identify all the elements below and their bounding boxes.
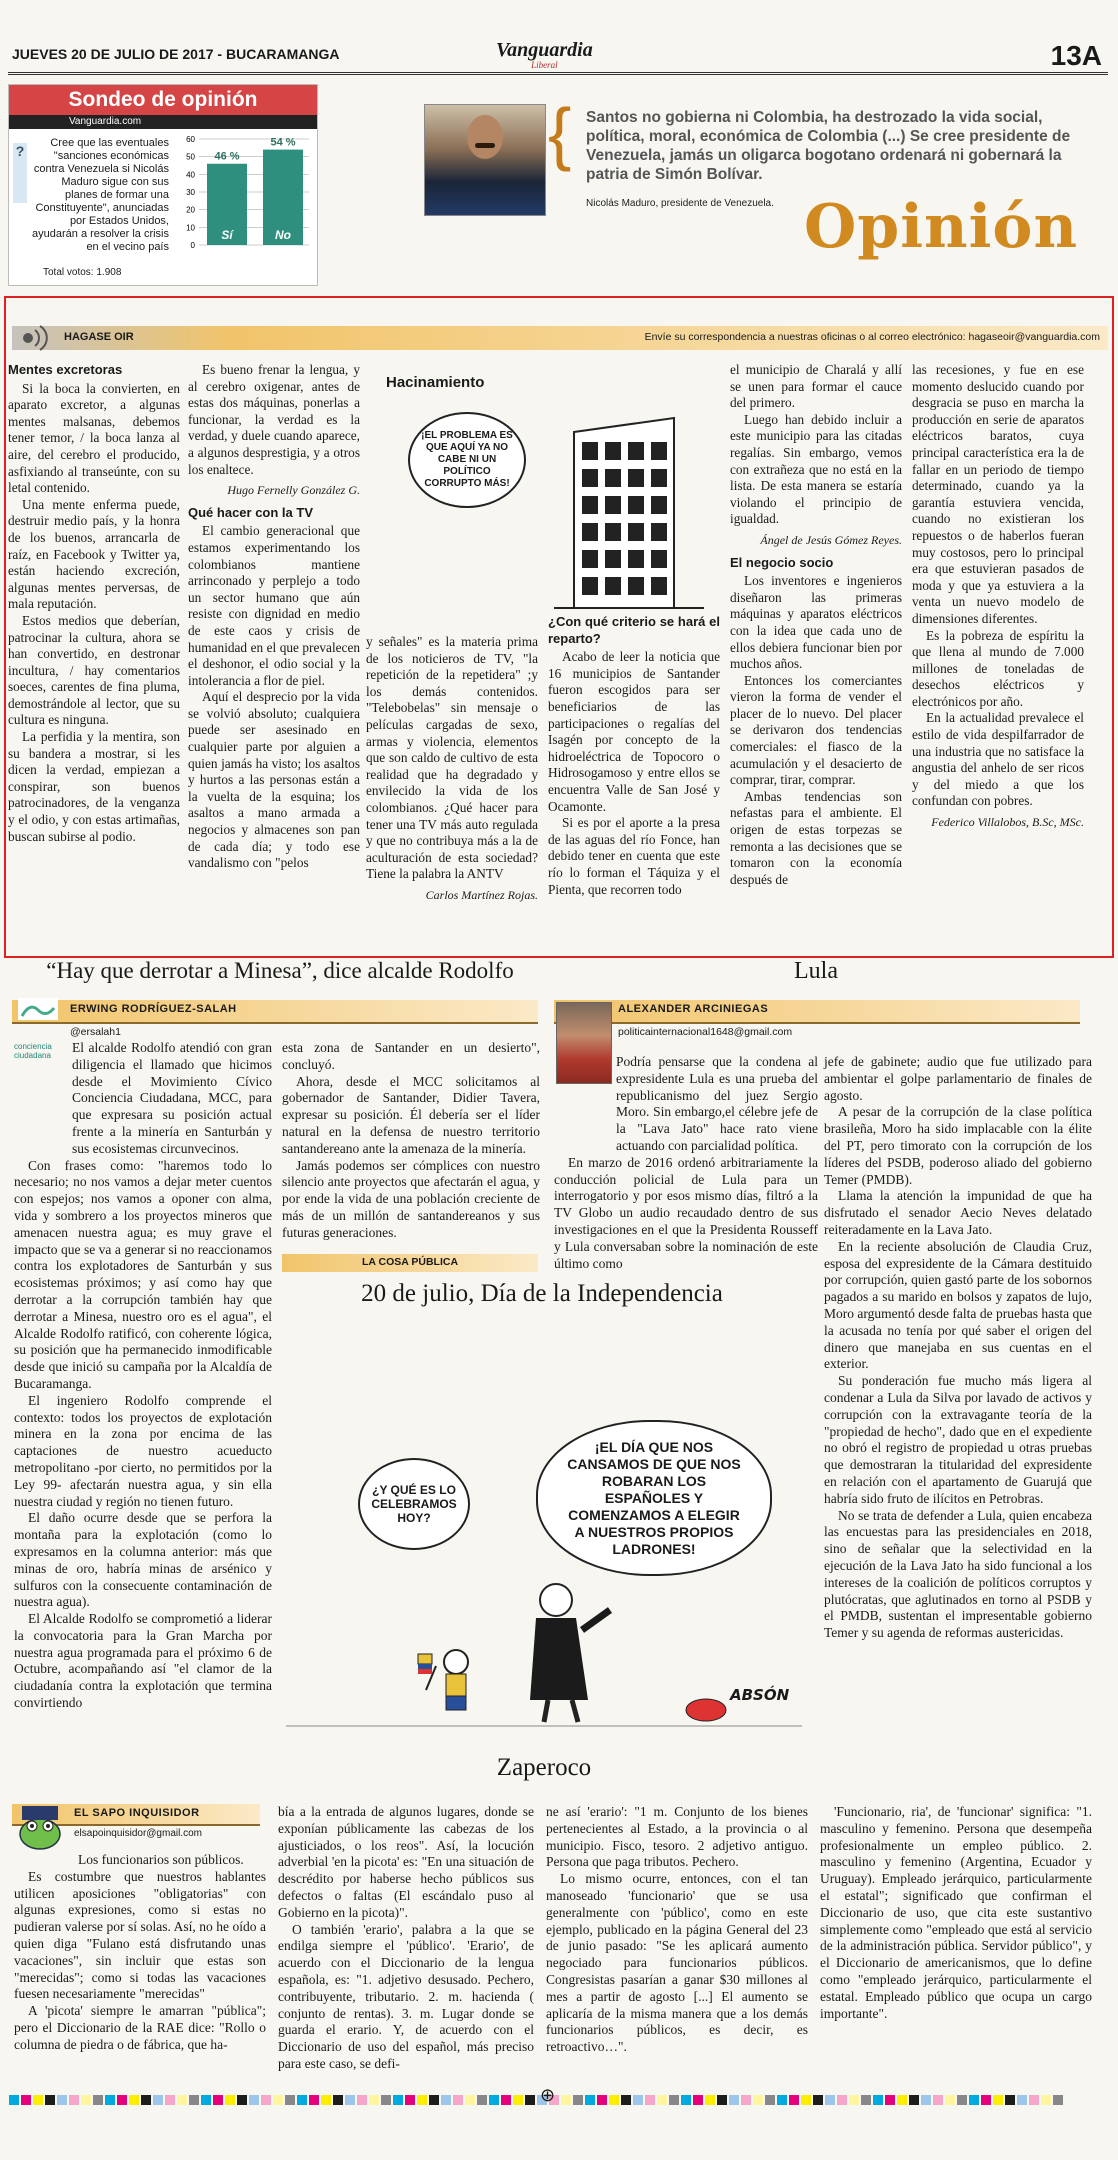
letter-heading: Mentes excretoras <box>8 362 123 377</box>
color-swatch <box>477 2095 487 2105</box>
building-window <box>628 577 644 595</box>
color-swatch <box>453 2095 463 2105</box>
color-swatch <box>297 2095 307 2105</box>
color-swatch <box>1017 2095 1027 2105</box>
color-swatch <box>873 2095 883 2105</box>
color-swatch <box>441 2095 451 2105</box>
minesa-col-1: El alcalde Rodolfo atendió con gran diligencia el llamado que hicimos desde el Movimiento Cívico Conciencia Ciudadana, MCC, para que expresara su posición actual frente a la minería en Santurbán y sus ecosistemas circunvecinos. Con frases como: "haremos todo lo necesario; no nos vamos a dejar meter cuentos con espejos; nos vamos a oponer con alma, vida y sombrero a los proyectos mineros que amenacen nuestra agua; es muy grave el impacto que se va a generar si no reaccionamos contra los explotadores de Santurbán y sus ecosistemas próximos; y así como hay que derrotar a la corrupción también hay que derrotar a Minesa, nuestro oro es el agua", el Alcalde Rodolfo ratificó, con coherente lógica, su posición que ha permanecido inmodificable desde que inició su campaña por la Alcaldía de Bucaramanga. El ingeniero Rodolfo comprende el contexto: todos los proyectos de explotación minera en la zona por encima de las captaciones de nuestro acueducto metropolitano -por cierto, no permitidos por la Ley 99- afectarán nuestra agua, y sin ella nuestra ciudad y región no tienen futuro. El daño ocurre desde que se perfora la montaña para la explotación (como lo expresamos en la columna anterior: más que minas de oro, habría minas de arsénico y sulfuros con la consecuente contaminación de nuestra agua). El Alcalde Rodolfo se comprometió a liderar la convocatoria para la Gran Marcha por nuestra agua programada para el próximo 6 de Octubre, acompañando así "el clamor de la ciudadanía contra la explotación que termina convirtiendo <box>14 1040 272 1711</box>
letter-col-3: y señales" es la materia prima de los noticieros de TV, "la repetición de la repetidera" ;y los demás contenidos. "Telebobelas" sin mensaje o películas cargadas de sexo, armas y violencia, elementos que son caldo de cultivo de esta realidad que ha degradado y envilecido la vida de los colombianos. ¿Qué hacer para tener una TV más auto regulada y que no contribuya más a la de aculturación de esta sociedad? Tiene la palabra la ANTV Carlos Martínez Rojas. <box>366 634 538 902</box>
color-swatch <box>9 2095 19 2105</box>
hagase-oir-label: HAGASE OIR <box>64 331 134 343</box>
poll-y-tick: 10 <box>186 223 195 233</box>
opinion-poll <box>8 84 318 286</box>
color-swatch <box>1029 2095 1039 2105</box>
color-swatch <box>885 2095 895 2105</box>
color-swatch <box>789 2095 799 2105</box>
letter-col-2: Es bueno frenar la lengua, y al cerebro oxigenar, antes de estas dos máquinas, ponerlas a funcionar, la verdad es la verdad, y duele cuando aparece, a algunos desprestigia, y a otros los enaltece. Hugo Fernelly González G. Qué hacer con la TV El cambio generacional que estamos experimentando los colombianos mantiene arrinconado y perplejo a todo un sector humano que aún resiste con dignidad en medio de este caos y crisis de humanidad en el que prevalecen el deshonor, el odio social y la intolerancia a flor de piel. Aquí el desprecio por la vida se volvió absoluto; cualquiera puede ser asesinado en cualquier parte por alguien a quien jamás ha visto; los asaltos y hurtos a las personas están a la vuelta de la esquina; los asaltos a mano armada a negocios y almacenes son pan de cada día; y todo ese vandalismo con "pelos <box>188 362 360 871</box>
building-window <box>605 550 621 568</box>
color-swatch <box>345 2095 355 2105</box>
color-swatch <box>981 2095 991 2105</box>
cartoon-title: Hacinamiento <box>386 374 485 391</box>
author-photo-placeholder <box>18 998 58 1020</box>
color-swatch <box>861 2095 871 2105</box>
poll-question-icon: ? <box>13 143 27 203</box>
poll-question: Cree que las eventuales "sanciones económicas contra Venezuela si Nicolás Maduro sigue con sus planes de formar una Constituyente", anunciadas por Estados Unidos, ayudarán a resolver la crisis en el vecino país <box>32 137 169 253</box>
color-swatch <box>909 2095 919 2105</box>
face <box>467 115 503 159</box>
cartoon-bubble: ¡EL PROBLEMA ES QUE AQUÍ YA NO CABE NI UN POLÍTICO CORRUPTO MÁS! <box>408 412 526 508</box>
color-swatch <box>765 2095 775 2105</box>
print-color-bar <box>8 2092 1108 2102</box>
section-title: Opinión <box>804 192 1079 262</box>
color-swatch <box>369 2095 379 2105</box>
color-swatch <box>849 2095 859 2105</box>
color-swatch <box>729 2095 739 2105</box>
color-swatch <box>801 2095 811 2105</box>
color-swatch <box>969 2095 979 2105</box>
poll-category-label: Sí <box>221 228 233 242</box>
color-swatch <box>1005 2095 1015 2105</box>
minesa-author-bar <box>12 1000 538 1024</box>
registration-mark-icon: ⊕ <box>540 2085 556 2105</box>
color-swatch <box>657 2095 667 2105</box>
author-name: ERWING RODRÍGUEZ-SALAH <box>70 1003 237 1015</box>
color-swatch <box>45 2095 55 2105</box>
poll-y-tick: 20 <box>186 205 195 215</box>
color-swatch <box>273 2095 283 2105</box>
color-swatch <box>1041 2095 1051 2105</box>
color-swatch <box>693 2095 703 2105</box>
color-swatch <box>561 2095 571 2105</box>
letter-heading: Qué hacer con la TV <box>188 504 313 520</box>
color-swatch <box>645 2095 655 2105</box>
quote-brace: { <box>548 94 572 172</box>
color-swatch <box>573 2095 583 2105</box>
cartoonist-signature: ABSÓN <box>730 1686 790 1704</box>
poll-y-tick: 60 <box>186 135 195 144</box>
cartoon-hacinamiento <box>378 370 720 614</box>
poll-bar-label: 54 % <box>270 136 296 149</box>
lula-col-1: Podría pensarse que la condena al expresidente Lula es una prueba del republicanismo del juez Sergio Moro. Sin embargo,el célebre jefe de la "Lava Jato" hace rato viene actuando con parcialidad política. En marzo de 2016 ordenó arbitrariamente la conducción policial de Lula para un interrogatorio y por esos mismo días, filtró a la TV Globo un audio recaudado dentro de sus investigaciones en el que la Presidenta Rousseff y Lula conversaban sobre la nominación de este último como <box>554 1054 818 1271</box>
minesa-col-2: esta zona de Santander en un desierto", concluyó. Ahora, desde el MCC solicitamos al gobernador de Santander, Didier Tavera, expresar su posición. Él debería ser el líder natural en la defensa de nuestro territorio santandereano ante la amenaza de la minería. Jamás podemos ser cómplices con nuestro silencio ante proyectos que afectarán el agua, y por ende la vida de una población creciente de más de un millón de santandereanos y sus futuras generaciones. <box>282 1040 540 1240</box>
sapo-col-4: 'Funcionario, ria', de 'funcionar' significa: "1. masculino y femenino. Persona que desempeña profesionalmente un empleo público. 2. masculino y femenino (Argentina, Ecuador y Uruguay). Empleado jerárquico, particularmente el estatal"; significado que confirman el Diccionario de uso, que cita este sustantivo simplemente como "empleado que está al servicio de la administración pública. Servidor público", y el Diccionario de americanismos, que lo define como "empleado jerárquico, particularmente el estatal. Empleado público que ocupa un cargo importante". <box>820 1804 1092 2021</box>
cartoon-figures-drawing <box>286 1570 802 1728</box>
color-swatch <box>105 2095 115 2105</box>
color-swatch <box>489 2095 499 2105</box>
color-swatch <box>921 2095 931 2105</box>
color-swatch <box>621 2095 631 2105</box>
color-swatch <box>381 2095 391 2105</box>
color-swatch <box>309 2095 319 2105</box>
building-window <box>605 577 621 595</box>
color-swatch <box>933 2095 943 2105</box>
lula-col-2: jefe de gabinete; audio que fue utilizado para ambientar el golpe parlamentario de finales de agosto. A pesar de la corrupción de la clase política brasileña, Moro ha sido implacable con la élite del PT, pero timorato con la corrupción de los líderes del PSDB, poderoso aliado del gobierno Temer (PMDB). Llama la atención la impunidad de que ha disfrutado el senador Aecio Neves delatado reiteradamente en la Lava Jato. En la reciente absolución de Claudia Cruz, esposa del expresidente de la Cámara destituido por corrupción, quien gastó parte de los sobornos pagados a su marido en bolsos y zapatos de lujo, Moro argumentó desde falta de pruebas hasta que la acusada no tenía por qué saber el origen del dinero que manejaba en sus cuentas en el exterior. Su ponderación fue mucho más ligera al condenar a Lula da Silva por lavado de activos y corrupción con la extravagante teoría de la "propiedad de hecho", dado que en el expediente no obró el registro de propiedad u otras pruebas que demostraran la titularidad del expresidente en relación con el apartamento de Guarujá que habría sido fruto de ilícitos en Petrobras. No se trata de defender a Lula, quien encabeza las encuestas para las presidenciales en 2018, sino de señalar que la selectividad en la ejecución de la Lava Jato ha sido funcional a los intereses de la coalición de políticos corruptos y plutócratas, que aglutinados en torno al PSDB y el PMDB, sustentan el impresentable gobierno Temer y su agenda de reformas austericidas. <box>824 1054 1092 1641</box>
color-swatch <box>741 2095 751 2105</box>
hagase-oir-note: Envíe su correspondencia a nuestras oficinas o al correo electrónico: hagaseoir@vanguardia.com <box>644 331 1100 343</box>
poll-total: Total votos: 1.908 <box>43 267 122 278</box>
independence-title: 20 de julio, Día de la Independencia <box>361 1280 723 1307</box>
color-swatch <box>213 2095 223 2105</box>
sapo-col-1: Los funcionarios son públicos. Es costumbre que nuestros hablantes utilicen aposiciones "obligatorias" con algunas expresiones, como si estas no pudieran valerse por sí solas. Así, no he oído a quien diga "Fulano está disfrutando unas vacaciones", sin incluir que estas son "merecidas"; como si todas las vacaciones fuesen necesariamente "merecidas" A 'picota' siempre le amarran "pública"; pero el Diccionario de la RAE dice: "Rollo o columna de piedra o de fábrica, que ha- <box>14 1852 266 2052</box>
lula-author-bar <box>554 1000 1080 1024</box>
color-swatch <box>717 2095 727 2105</box>
color-swatch <box>21 2095 31 2105</box>
issue-date: JUEVES 20 DE JULIO DE 2017 - BUCARAMANGA <box>12 46 340 62</box>
letter-heading: ¿Con qué criterio se hará el reparto? <box>548 614 720 646</box>
letter-col-5: el municipio de Charalá y allí se unen para formar el cauce del primero. Luego han debido incluir a este municipio para las citadas regalías. Sin embargo, vemos con extrañeza que no está en la lista. De esta manera se estaría violando el principio de igualdad. Ángel de Jesús Gómez Reyes. El negocio socio Los inventores e ingenieros diseñaron las primeras máquinas y aparatos eléctricos con la idea que cada uno de ellos debiera funcionar bien por muchos años. Entonces los comerciantes vieron la forma de vender el placer de lo nuevo. Del placer se derivaron dos tendencias comerciales: el fiasco de la acumulación y el desacierto de comprar, tirar, comprar. Ambas tendencias son nefastas para el ambiente. El origen de estas torpezas se remonta a las decisiones que se tomaron con la economía después de <box>730 362 902 887</box>
building-window <box>628 523 644 541</box>
color-swatch <box>393 2095 403 2105</box>
poll-category-label: No <box>275 228 291 242</box>
color-swatch <box>681 2095 691 2105</box>
maduro-quote: Santos no gobierna ni Colombia, ha destrozado la vida social, política, moral, económica de Colombia (...) Se cree presidente de Venezuela, jamás un oligarca bogotano ordenará ni gobernará la patria de Simón Bolívar. <box>586 109 1071 183</box>
color-swatch <box>753 2095 763 2105</box>
color-swatch <box>1053 2095 1063 2105</box>
minesa-title: “Hay que derrotar a Minesa”, dice alcalde Rodolfo <box>46 958 514 983</box>
color-swatch <box>93 2095 103 2105</box>
poll-chart <box>175 133 309 257</box>
color-swatch <box>417 2095 427 2105</box>
color-swatch <box>261 2095 271 2105</box>
color-swatch <box>189 2095 199 2105</box>
poll-y-tick: 40 <box>186 170 195 180</box>
letter-signature: Federico Villalobos, B.Sc, MSc. <box>931 815 1084 830</box>
letter-col-1: Mentes excretoras Si la boca la convierten, en aparato excretor, a algunas mentes malsanas, debemos tener temor, / la boca lanza al aire, del cerebro el producido, asfixiando al transeúnte, con su letal contenido. Una mente enferma puede, destruir medio país, y la honra de los buenos, arrancarla de raíz, en Facebook y Twitter ya, están haciendo excreción, algunas mentes perversas, de mala reputación. Estos medios que deberían, patrocinar la cultura, ahora se han convertido, en destronar incultura, / hay comentarios soeces, carentes de fina pluma, demostrándole al lector, que su cultura es ninguna. La perfidia y la mentira, son su bandera a mostrar, si les dicen la verdad, empiezan a conspirar, son buenos patrocinadores, de la venganza y el odio, y con estas artimañas, buscan subirse al podio. <box>8 362 180 844</box>
building-window <box>582 577 598 595</box>
building-window <box>651 550 667 568</box>
color-swatch <box>333 2095 343 2105</box>
color-swatch <box>153 2095 163 2105</box>
independence-cartoon <box>286 1320 802 1728</box>
color-swatch <box>705 2095 715 2105</box>
color-swatch <box>165 2095 175 2105</box>
color-swatch <box>957 2095 967 2105</box>
poll-y-tick: 50 <box>186 152 195 162</box>
poll-title: Sondeo de opinión <box>9 85 317 115</box>
sapo-col-2: bía a la entrada de algunos lugares, donde se exponían públicamente las cabezas de los ajusticiados, o los reos". Así, la locución adverbial 'en la picota' es: "En una situación de descrédito por haberse hecho públicos sus defectos o faltas (El escándalo puso al Gobierno en la picota)". O también 'erario', palabra a la que se endilga siempre el 'público'. 'Erario', de acuerdo con el Diccionario de la lengua española, es: "1. adjetivo desusado. Pechero, contribuyente, tributario. 2. m. hacienda ( conjunto de rentas). 3. m. Lugar donde se guarda el erario. Y, de acuerdo con el Diccionario de uso del español, más preciso para este caso, se defi- <box>278 1804 534 2071</box>
color-swatch <box>321 2095 331 2105</box>
poll-y-tick: 0 <box>190 241 195 250</box>
color-swatch <box>429 2095 439 2105</box>
color-swatch <box>633 2095 643 2105</box>
color-swatch <box>81 2095 91 2105</box>
building-window <box>628 469 644 487</box>
letter-signature: Hugo Fernelly González G. <box>227 483 360 498</box>
building-window <box>582 550 598 568</box>
page-number: 13A <box>1050 40 1102 71</box>
color-swatch <box>813 2095 823 2105</box>
color-swatch <box>465 2095 475 2105</box>
color-swatch <box>777 2095 787 2105</box>
cartoon-bubble-left: ¿Y QUÉ ES LO CELEBRAMOS HOY? <box>358 1458 470 1550</box>
color-swatch <box>57 2095 67 2105</box>
color-swatch <box>945 2095 955 2105</box>
building-window <box>628 442 644 460</box>
color-swatch <box>249 2095 259 2105</box>
letter-col-4: ¿Con qué criterio se hará el reparto? Acabo de leer la noticia que 16 municipios de Santander fueron escogidos para ser beneficiarios de las participaciones o regalías del Isagén por concepto de la hidroeléctrica de Topocoro o Hidrosogamoso y entre ellos se encuentra Valle de San José y Ocamonte. Si es por el aporte a la presa de las aguas del río Fonce, han debido tener en cuenta que este río lo forman el Táquiza y el Pienta, que recorren todo <box>548 614 720 897</box>
poll-y-tick: 30 <box>186 188 195 197</box>
letter-signature: Ángel de Jesús Gómez Reyes. <box>760 532 902 547</box>
color-swatch <box>585 2095 595 2105</box>
author-handle: @ersalah1 <box>70 1026 121 1038</box>
lula-title: Lula <box>794 958 838 984</box>
poll-source: Vanguardia.com <box>9 115 317 129</box>
building-window <box>605 442 621 460</box>
color-swatch <box>525 2095 535 2105</box>
color-swatch <box>609 2095 619 2105</box>
color-swatch <box>141 2095 151 2105</box>
sapo-col-3: ne así 'erario': "1 m. Conjunto de los bienes pertenecientes al Estado, a la provincia o al municipio. Fisco, tesoro. 2 adjetivo antiguo. Persona que paga tributos. Pechero. Lo mismo ocurre, entonces, con el tan manoseado 'funcionario' que se usa generalmente con 'público', como en este ejemplo, publicado en la página General del 23 de junio pasado: "Se les aplicará aumento negociado para funcionarios públicos. Congresistas pasarían a ganar $30 millones al mes a partir de agosto [...] El aumento se aplicaría de la misma manera que a los demás funcionarios públicos, es decir, es retroactivo…". <box>546 1804 808 2055</box>
building-window <box>651 523 667 541</box>
cosa-publica-label: LA COSA PÚBLICA <box>361 1256 459 1268</box>
building-window <box>651 496 667 514</box>
color-swatch <box>405 2095 415 2105</box>
speaker-waves-icon <box>18 322 54 354</box>
author-name: ALEXANDER ARCINIEGAS <box>618 1003 769 1015</box>
building-window <box>651 577 667 595</box>
color-swatch <box>225 2095 235 2105</box>
letter-signature: Carlos Martínez Rojas. <box>425 887 538 902</box>
cartoon-bubble-right: ¡EL DÍA QUE NOS CANSAMOS DE QUE NOS ROBARAN LOS ESPAÑOLES Y COMENZAMOS A ELEGIR A NUESTROS PROPIOS LADRONES! <box>536 1420 772 1576</box>
building-window <box>651 442 667 460</box>
moustache <box>475 143 495 148</box>
zaperoco-title: Zaperoco <box>496 1754 592 1781</box>
column-name: EL SAPO INQUISIDOR <box>74 1807 200 1819</box>
building-window <box>582 442 598 460</box>
color-swatch <box>69 2095 79 2105</box>
building-window <box>651 469 667 487</box>
building-window <box>628 550 644 568</box>
building-window <box>605 496 621 514</box>
newspaper-logo: Vanguardia Liberal <box>496 39 593 70</box>
color-swatch <box>825 2095 835 2105</box>
hagase-oir-header <box>12 326 1108 350</box>
color-swatch <box>237 2095 247 2105</box>
letter-col-6: las recesiones, y fue en ese momento deslucido cuando por desgracia se puso en marcha la producción en serie de aparatos eléctricos baratos, cuya principal característica era la de fallar en un periodo de tiempo determinado, cuando ya la garantía estuviera vencida, cuando no existieran los repuestos o de haberlos fueran muy costosos, pero lo principal era que estuvieran pasados de moda y que ya estuviera a la venta un nuevo modelo de dimensiones diferentes. Es la pobreza de espíritu la que llena al mundo de 7.000 millones de toneladas de desechos eléctricos y electrónicos por año. En la actualidad prevalece el estilo de vida despilfarrador de una industria que no satisface la angustia del anhelo de ser ricos y del miedo a que los confundan con pobres. Federico Villalobos, B.Sc, MSc. <box>912 362 1084 830</box>
color-swatch <box>501 2095 511 2105</box>
color-swatch <box>129 2095 139 2105</box>
maduro-photo <box>424 104 546 216</box>
masthead <box>8 38 1108 75</box>
building-window <box>605 469 621 487</box>
frog-icon <box>12 1800 68 1856</box>
color-swatch <box>597 2095 607 2105</box>
author-email: politicainternacional1648@gmail.com <box>618 1026 793 1038</box>
color-swatch <box>357 2095 367 2105</box>
color-swatch <box>837 2095 847 2105</box>
color-swatch <box>33 2095 43 2105</box>
color-swatch <box>513 2095 523 2105</box>
poll-bar-label: 46 % <box>214 150 240 163</box>
building-window <box>582 496 598 514</box>
color-swatch <box>117 2095 127 2105</box>
color-swatch <box>285 2095 295 2105</box>
building-window <box>628 496 644 514</box>
building-window <box>582 523 598 541</box>
crowded-building-drawing <box>554 408 704 612</box>
color-swatch <box>201 2095 211 2105</box>
color-swatch <box>993 2095 1003 2105</box>
building-window <box>582 469 598 487</box>
building-window <box>605 523 621 541</box>
color-swatch <box>669 2095 679 2105</box>
color-swatch <box>177 2095 187 2105</box>
letter-heading: El negocio socio <box>730 554 834 570</box>
sapo-email: elsapoinquisidor@gmail.com <box>74 1828 202 1839</box>
author-org: conciencia ciudadana <box>14 1042 52 1060</box>
color-swatch <box>897 2095 907 2105</box>
quote-caption: Nicolás Maduro, presidente de Venezuela. <box>586 198 774 209</box>
